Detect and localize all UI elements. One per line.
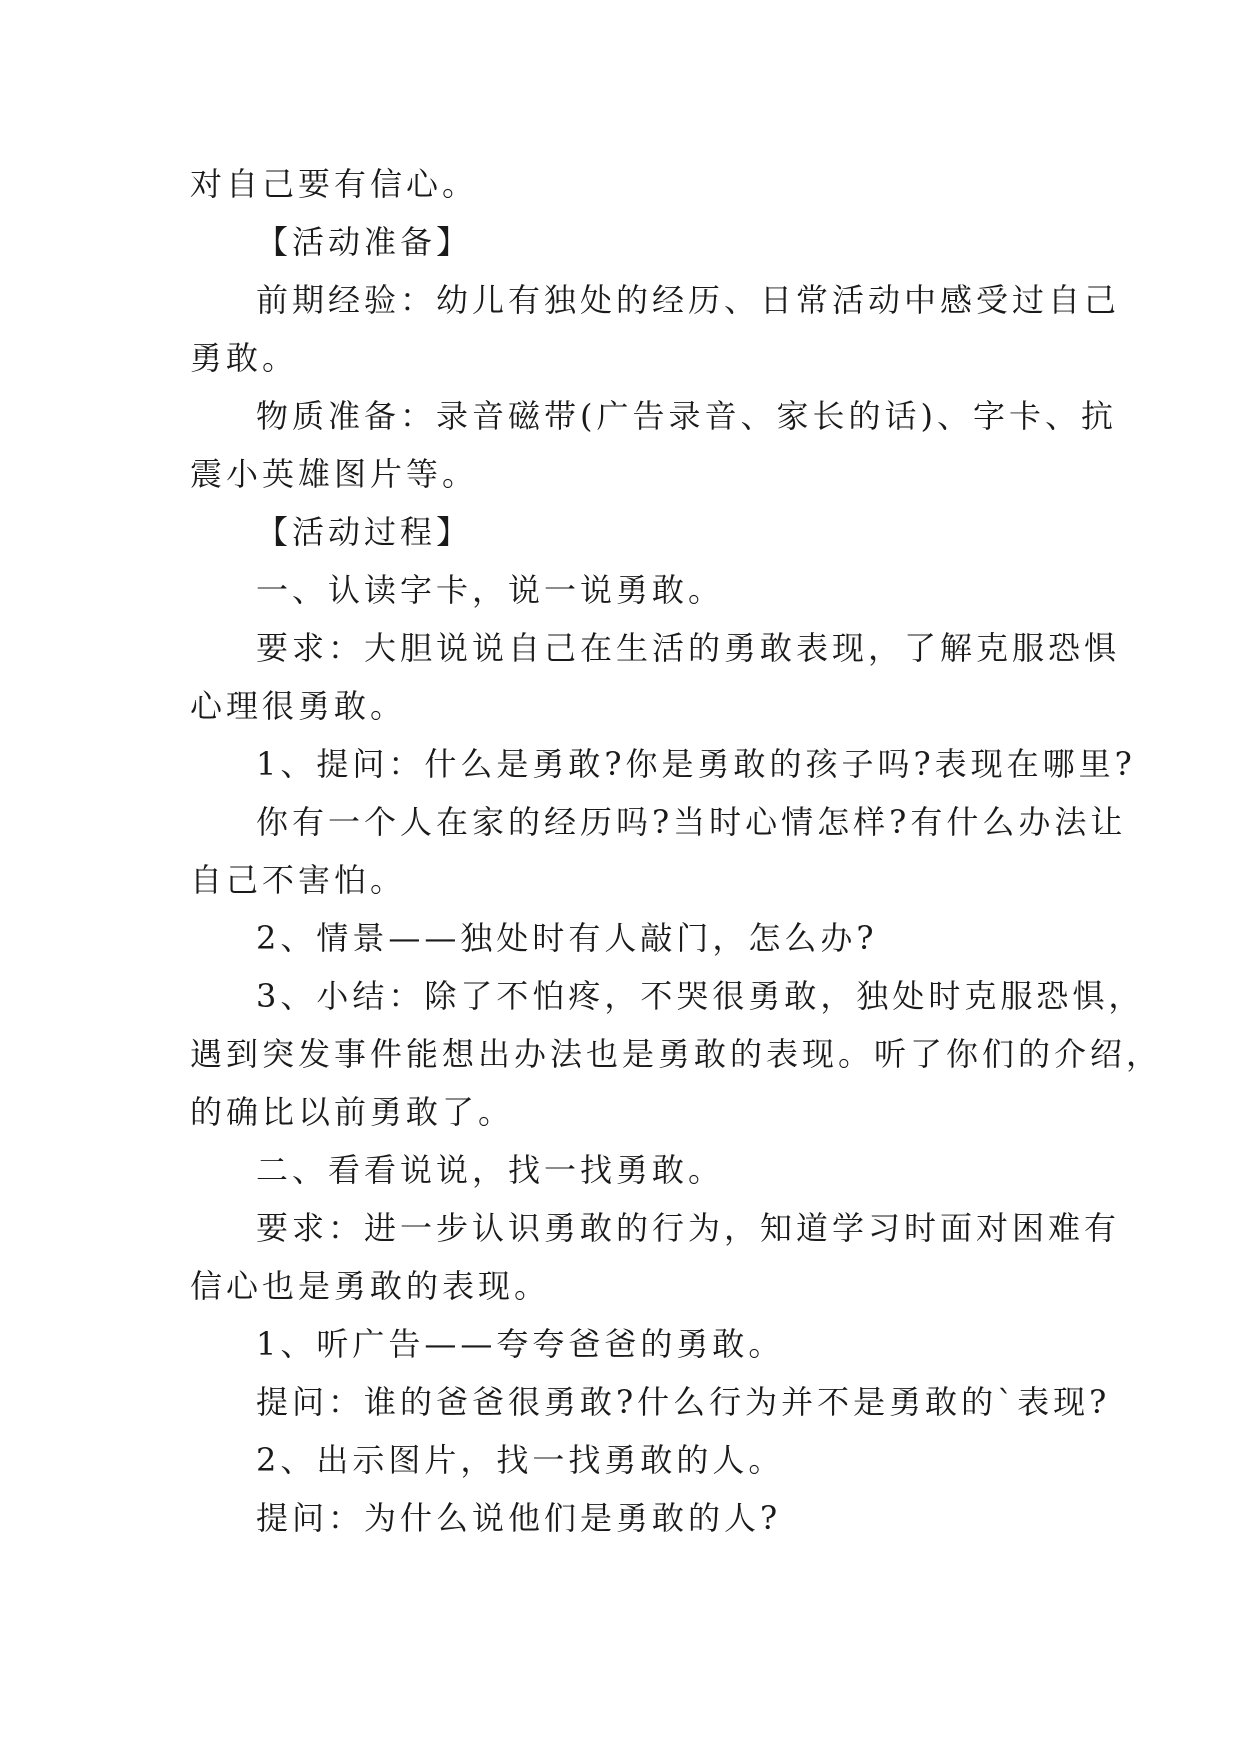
text-line: 要求：大胆说说自己在生活的勇敢表现，了解克服恐惧 [256, 629, 1121, 667]
section-heading: 【活动过程】 [256, 513, 473, 551]
text-line: 的确比以前勇敢了。 [190, 1093, 515, 1131]
section-heading: 【活动准备】 [256, 223, 473, 261]
document-body [190, 155, 1163, 1547]
text-line: 震小英雄图片等。 [190, 455, 479, 493]
text-line: 3、小结：除了不怕疼，不哭很勇敢，独处时克服恐惧， [256, 977, 1145, 1015]
text-line: 2、出示图片，找一找勇敢的人。 [256, 1441, 785, 1479]
text-line: 提问：为什么说他们是勇敢的人? [256, 1499, 782, 1537]
text-line: 1、听广告——夸夸爸爸的勇敢。 [256, 1325, 785, 1363]
text-line: 心理很勇敢。 [190, 687, 407, 725]
text-line: 1、提问：什么是勇敢?你是勇敢的孩子吗?表现在哪里? [256, 745, 1136, 783]
text-line: 信心也是勇敢的表现。 [190, 1267, 551, 1305]
text-line: 2、情景——独处时有人敲门，怎么办? [256, 919, 878, 957]
text-line: 物质准备：录音磁带(广告录音、家长的话)、字卡、抗 [256, 397, 1117, 435]
text-line: 要求：进一步认识勇敢的行为，知道学习时面对困难有 [256, 1209, 1121, 1247]
text-line: 对自己要有信心。 [190, 165, 479, 203]
text-line: 自己不害怕。 [190, 861, 407, 899]
text-line: 前期经验：幼儿有独处的经历、日常活动中感受过自己 [256, 281, 1121, 319]
text-line: 一、认读字卡，说一说勇敢。 [256, 571, 725, 609]
text-line: 你有一个人在家的经历吗?当时心情怎样?有什么办法让 [256, 803, 1127, 841]
text-line: 遇到突发事件能想出办法也是勇敢的表现。听了你们的介绍， [190, 1035, 1163, 1073]
text-line: 二、看看说说，找一找勇敢。 [256, 1151, 725, 1189]
text-line: 提问：谁的爸爸很勇敢?什么行为并不是勇敢的`表现? [256, 1383, 1111, 1421]
text-line: 勇敢。 [190, 339, 299, 377]
